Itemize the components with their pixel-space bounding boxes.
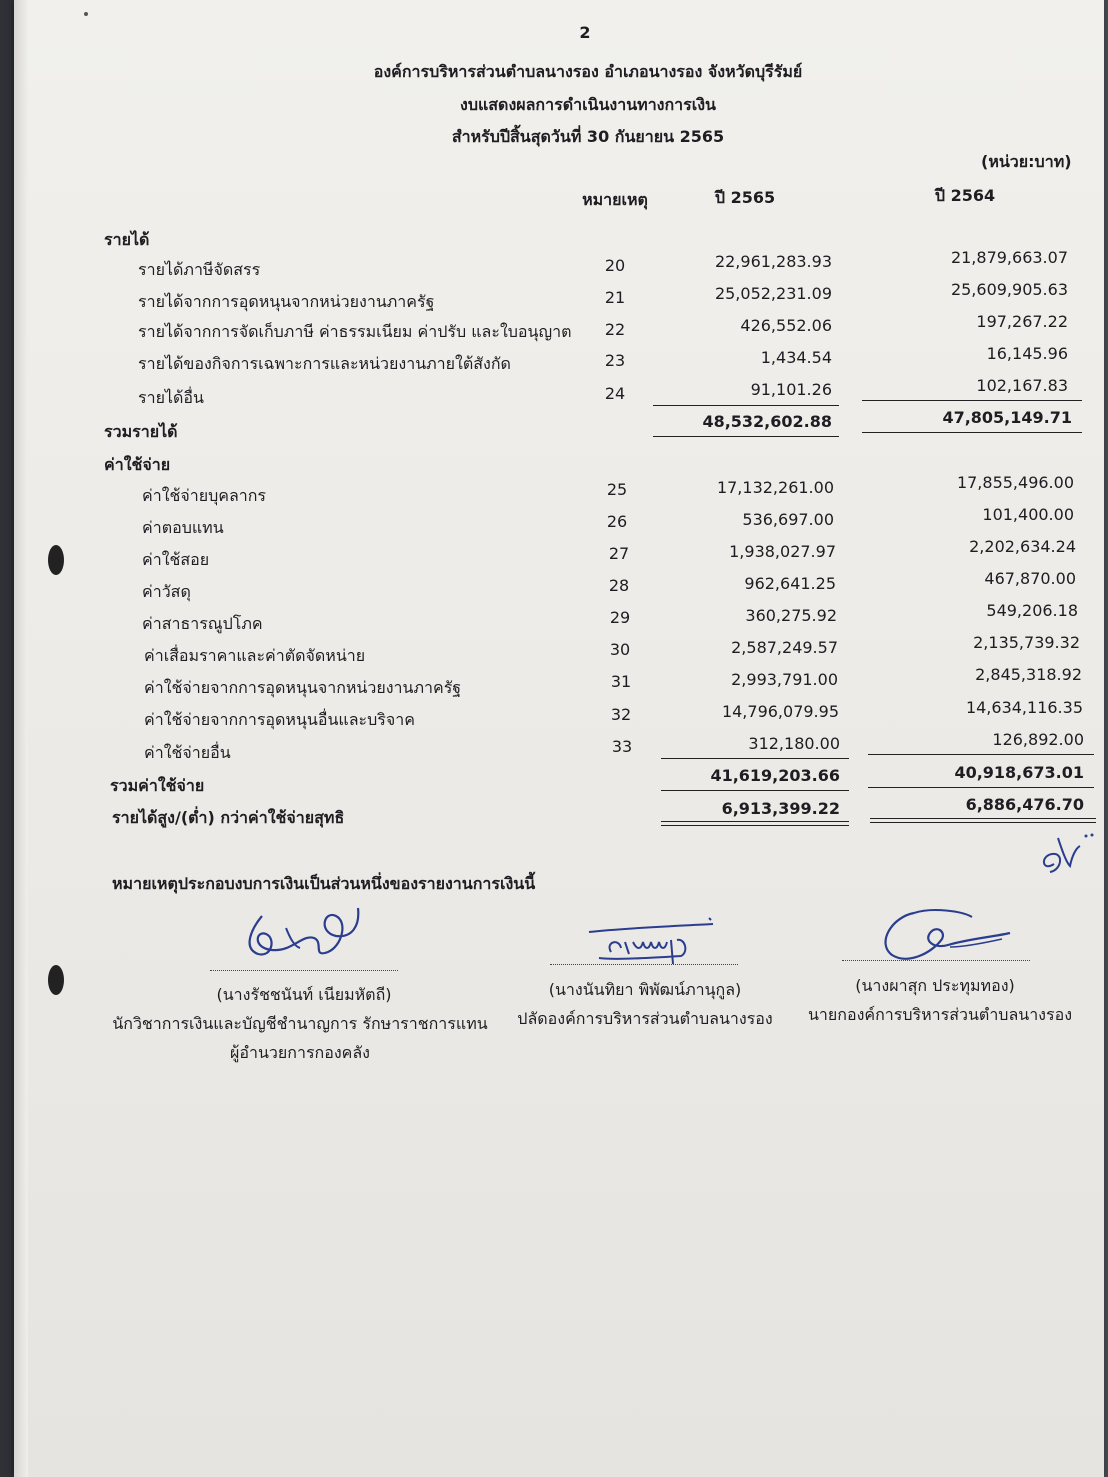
row-value-2565: 22,961,283.93	[714, 252, 832, 271]
subtotal-rule-2564	[862, 400, 1082, 401]
signature-line-2	[550, 964, 738, 965]
signatory-3-title: นายกองค์การบริหารส่วนตำบลนางรอง	[807, 1005, 1073, 1024]
row-value-2565: 360,275.92	[745, 606, 837, 625]
signatory-2-title: ปลัดองค์การบริหารส่วนตำบลนางรอง	[517, 1009, 773, 1028]
total-rule-2565	[661, 790, 849, 791]
signatory-1-title-2: ผู้อำนวยการกองคลัง	[230, 1043, 370, 1062]
column-header-2564: ปี 2564	[934, 186, 996, 205]
footnote: หมายเหตุประกอบงบการเงินเป็นส่วนหนึ่งของรายงานการเงินนี้	[112, 874, 536, 893]
row-value-2564: 2,135,739.32	[973, 633, 1080, 652]
page-number: 2	[579, 23, 591, 42]
row-value-2564: 2,202,634.24	[969, 537, 1076, 556]
row-value-2564: 101,400.00	[982, 505, 1074, 524]
row-value-2565: 312,180.00	[748, 734, 840, 753]
signatory-3-name: (นางผาสุก ประทุมทอง)	[855, 976, 1015, 995]
row-value-2565: 536,697.00	[742, 510, 834, 529]
column-header-2565: ปี 2565	[714, 188, 776, 207]
signature-line-1	[210, 970, 398, 971]
signature-1	[232, 898, 372, 970]
signatory-1-name: (นางรัชชนันท์ เนียมหัตถี)	[216, 985, 392, 1004]
total-rule-2564	[862, 432, 1082, 433]
row-value-2565: 2,587,249.57	[731, 638, 838, 657]
row-note: 29	[609, 608, 631, 627]
row-value-2564: 549,206.18	[986, 601, 1078, 620]
row-value-2564: 126,892.00	[992, 730, 1084, 749]
column-header-note: หมายเหตุ	[582, 190, 648, 209]
row-value-2565: 17,132,261.00	[716, 478, 834, 497]
row-value-2564: 467,870.00	[984, 569, 1076, 588]
total-rule-2564	[868, 787, 1094, 788]
row-note: 28	[608, 576, 630, 595]
row-value-2565: 91,101.26	[750, 380, 832, 399]
row-note: 26	[606, 512, 628, 531]
row-label: ค่าเสื่อมราคาและค่าตัดจัดหน่าย	[144, 646, 366, 665]
row-label: รายได้อื่น	[138, 388, 204, 407]
row-label: ค่าใช้จ่ายจากการอุดหนุนอื่นและบริจาค	[144, 710, 415, 729]
net-value-2565: 6,913,399.22	[721, 799, 840, 818]
signature-2	[585, 914, 725, 974]
row-note: 32	[610, 705, 632, 724]
signatory-2-name: (นางนันทิยา พิพัฒน์ภานุกูล)	[548, 980, 742, 999]
row-label: รายได้ของกิจการเฉพาะการและหน่วยงานภายใต้สังกัด	[138, 354, 511, 373]
row-value-2564: 197,267.22	[976, 312, 1068, 331]
row-value-2565: 1,938,027.97	[729, 542, 836, 561]
row-note: 31	[610, 672, 632, 691]
double-rule-2564	[870, 818, 1096, 823]
initials-mark	[1036, 826, 1100, 878]
revenue-total-2565: 48,532,602.88	[702, 412, 832, 431]
expense-total-2565: 41,619,203.66	[710, 766, 840, 785]
row-label: ค่าใช้จ่ายบุคลากร	[142, 486, 267, 505]
row-note: 22	[604, 320, 626, 339]
row-label: ค่าใช้สอย	[142, 550, 210, 569]
double-rule-2565	[661, 821, 849, 826]
revenue-total-2564: 47,805,149.71	[942, 408, 1072, 427]
row-label: รายได้ภาษีจัดสรร	[138, 260, 261, 279]
row-note: 27	[608, 544, 630, 563]
row-label: รายได้จากการอุดหนุนจากหน่วยงานภาครัฐ	[138, 292, 435, 311]
row-label: ค่าใช้จ่ายจากการอุดหนุนจากหน่วยงานภาครัฐ	[144, 678, 462, 697]
row-note: 30	[609, 640, 631, 659]
row-value-2564: 2,845,318.92	[975, 665, 1082, 684]
row-value-2564: 16,145.96	[986, 344, 1068, 363]
unit-label: (หน่วย:บาท)	[981, 152, 1072, 171]
row-value-2565: 426,552.06	[740, 316, 832, 335]
expense-total-2564: 40,918,673.01	[954, 763, 1084, 782]
row-value-2564: 21,879,663.07	[950, 248, 1068, 267]
row-label: ค่าตอบแทน	[142, 518, 224, 537]
row-note: 21	[604, 288, 626, 307]
row-value-2565: 1,434.54	[760, 348, 832, 367]
row-value-2564: 17,855,496.00	[956, 473, 1074, 492]
net-label: รายได้สูง/(ต่ำ) กว่าค่าใช้จ่ายสุทธิ	[112, 808, 345, 827]
row-value-2565: 25,052,231.09	[714, 284, 832, 303]
row-value-2564: 102,167.83	[976, 376, 1068, 395]
row-value-2565: 14,796,079.95	[721, 702, 839, 721]
row-note: 33	[611, 737, 633, 756]
row-value-2565: 2,993,791.00	[731, 670, 838, 689]
row-value-2564: 25,609,905.63	[950, 280, 1068, 299]
row-note: 23	[604, 351, 626, 370]
total-rule-2565	[653, 436, 839, 437]
net-value-2564: 6,886,476.70	[965, 795, 1084, 814]
signature-3	[872, 903, 1022, 967]
statement-title: งบแสดงผลการดำเนินงานทางการเงิน	[460, 95, 716, 114]
signatory-1-title: นักวิชาการเงินและบัญชีชำนาญการ รักษาราชการแทน	[112, 1014, 488, 1033]
row-label: ค่าใช้จ่ายอื่น	[144, 743, 231, 762]
row-note: 20	[604, 256, 626, 275]
expense-total-label: รวมค่าใช้จ่าย	[110, 776, 205, 795]
subtotal-rule-2564	[868, 754, 1094, 755]
revenue-heading: รายได้	[104, 230, 150, 249]
row-note: 25	[606, 480, 628, 499]
row-value-2564: 14,634,116.35	[965, 698, 1083, 717]
row-label: ค่าวัสดุ	[142, 582, 191, 601]
org-title: องค์การบริหารส่วนตำบลนางรอง อำเภอนางรอง จังหวัดบุรีรัมย์	[373, 62, 803, 81]
subtotal-rule-2565	[653, 405, 839, 406]
expense-heading: ค่าใช้จ่าย	[104, 455, 171, 474]
signature-line-3	[842, 960, 1030, 961]
row-label: รายได้จากการจัดเก็บภาษี ค่าธรรมเนียม ค่าปรับ และใบอนุญาต	[138, 322, 572, 341]
period-title: สำหรับปีสิ้นสุดวันที่ 30 กันยายน 2565	[451, 127, 725, 146]
row-value-2565: 962,641.25	[744, 574, 836, 593]
subtotal-rule-2565	[661, 758, 849, 759]
revenue-total-label: รวมรายได้	[104, 422, 178, 441]
row-label: ค่าสาธารณูปโภค	[142, 614, 263, 633]
row-note: 24	[604, 384, 626, 403]
